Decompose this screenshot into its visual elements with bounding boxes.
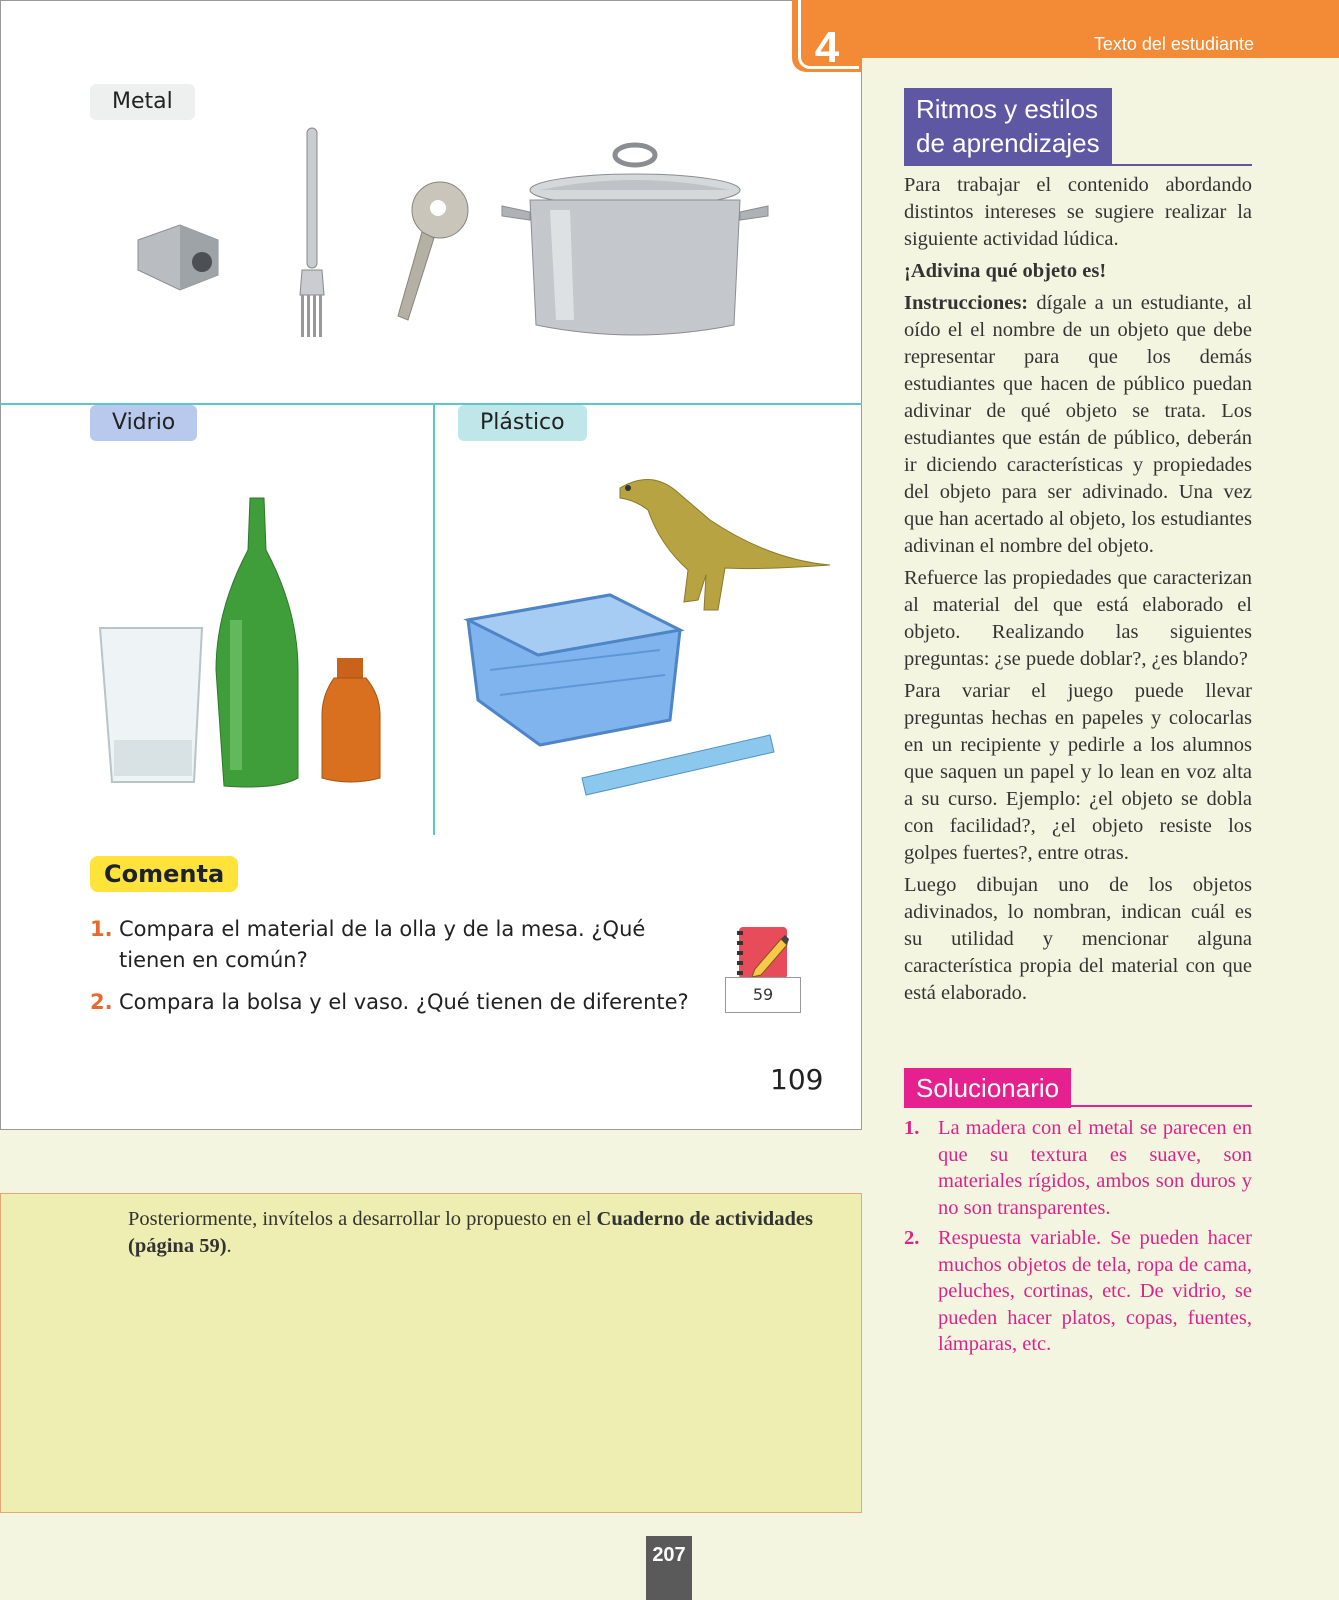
solucionario-rule [904,1105,1252,1107]
column-divider [433,403,435,835]
ritmos-title [904,88,1112,164]
solucionario-item-text: La madera con el metal se parecen en que su textura es suave, son materiales rígidos, ambos son duros y no son transparentes. [938,1117,1252,1219]
plastic-objects-illustration [460,460,840,810]
notebook-pencil-icon [735,925,791,983]
question-1-line-1: Compara el material de la olla y de la mesa. ¿Qué [119,917,646,941]
note-text-end: . [226,1235,232,1257]
tag-plastico: Plástico [458,405,587,441]
toy-dinosaur-image [620,479,830,610]
header-label: Texto del estudiante [1093,34,1254,54]
ruler-image [582,735,774,795]
solucionario-item [904,1225,1252,1358]
ritmos-title-line-1: Ritmos y estilos [916,94,1099,124]
ritmos-title-line-2: de aprendizajes [916,128,1100,158]
instructions-text: dígale a un estudiante, al oído el el nombre de un objeto que debe representar para que los demás estudiantes que hacen de público puedan adivinar de qué objeto se trata. Los estudiantes que están de público, deberán ir diciendo características y propiedades del objeto para ser adivinado. Una vez que han acertado al objeto, los estudiantes adivinan el nombre del objeto. [904,292,1252,557]
question-2-text: Compara la bolsa y el vaso. ¿Qué tienen de diferente? [119,990,689,1014]
instructions-label: Instrucciones: [904,292,1029,314]
question-2 [90,987,730,1018]
note-workbook-reference: Cuaderno de actividades (página 59) [128,1208,813,1257]
unit-tab: 4 [792,0,862,72]
plastic-container-image [468,595,680,745]
workbook-page-number: 59 [725,977,801,1013]
ritmos-intro: Para trabajar el contenido abordando distintos intereses se sugiere realizar la siguiente actividad lúdica. [904,174,1252,250]
drinking-glass-image [100,628,202,782]
solucionario-item-number: 2. [904,1227,920,1249]
note-text-start: Posteriormente, invítelos a desarrollar lo propuesto en el [128,1208,597,1230]
ritmos-paragraph-4: Luego dibujan uno de los objetos adivinados, lo nombran, indican cuál es su utilidad y mencionar alguna característica propia del material con que está elaborado. [904,874,1252,1004]
ritmos-paragraph-2: Refuerce las propiedades que caracterizan al material del que está elaborado el objeto. Realizando las siguientes preguntas: ¿se puede doblar?, ¿es blando? [904,567,1252,670]
key-image [398,182,468,320]
green-bottle-image [216,498,298,787]
solucionario-item-number: 1. [904,1117,920,1139]
solucionario-title: Solucionario [904,1068,1071,1108]
instructions-paragraph [904,290,1252,560]
amber-bottle-image [322,658,380,782]
pot-image [502,145,768,335]
comenta-label: Comenta [90,856,238,892]
question-1 [90,914,730,976]
workbook-reference [725,925,803,1013]
fork-image [300,128,324,337]
solucionario-item [904,1115,1252,1221]
footer-page-number: 207 [646,1536,692,1600]
glass-objects-illustration [90,490,390,800]
question-2-number: 2. [90,990,113,1014]
solucionario-list [904,1115,1252,1362]
activity-title: ¡Adivina qué objeto es! [904,260,1107,282]
tag-metal: Metal [90,84,195,120]
teacher-note-text [128,1206,850,1260]
question-1-line-2: tienen en común? [119,948,308,972]
pencil-sharpener-image [138,225,218,290]
ritmos-rule [904,164,1252,166]
ritmos-paragraph-3: Para variar el juego puede llevar preguntas hechas en papeles y colocarlas en un recipiente y pedirle a los alumnos que saquen un papel y lo lean en voz alta a su curso. Ejemplo: ¿el objeto se dobla con facilidad?, ¿el objeto resiste los golpes fuertes?, entre otras. [904,680,1252,864]
solucionario-item-text: Respuesta variable. Se pueden hacer muchos objetos de tela, ropa de cama, peluches, cortinas, etc. De vidrio, se pueden hacer platos, copas, fuentes, lámparas, etc. [938,1227,1252,1355]
metal-objects-illustration [130,120,790,350]
tag-vidrio: Vidrio [90,405,197,441]
ritmos-body [904,172,1252,1012]
question-1-number: 1. [90,917,113,941]
student-page-number: 109 [770,1063,824,1096]
